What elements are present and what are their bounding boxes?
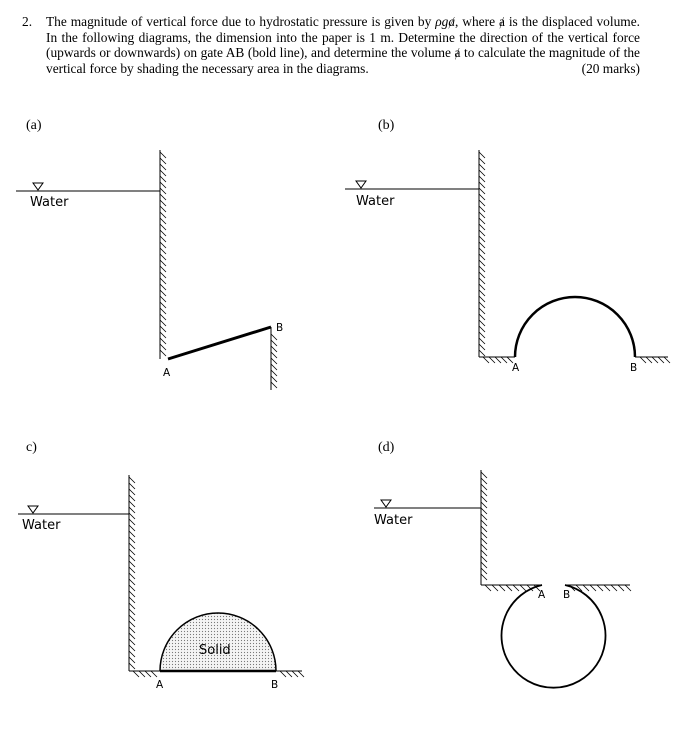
hatch-tick xyxy=(160,206,166,212)
hatch-tick xyxy=(604,585,610,591)
hatch-tick xyxy=(160,308,166,314)
water-surface-symbol xyxy=(356,181,366,188)
hatch-tick xyxy=(492,585,498,591)
hatch-tick xyxy=(160,188,166,194)
hatch-tick xyxy=(479,266,485,272)
hatch-tick xyxy=(271,382,277,388)
hatch-tick xyxy=(506,585,512,591)
hatch-tick xyxy=(481,502,487,508)
hatch-tick xyxy=(129,501,135,507)
hatch-tick xyxy=(479,182,485,188)
hatch-tick xyxy=(129,495,135,501)
diagram-a xyxy=(16,150,277,390)
hatch-tick xyxy=(479,194,485,200)
hatch-tick xyxy=(160,170,166,176)
hatch-tick xyxy=(479,260,485,266)
hatch-tick xyxy=(479,200,485,206)
point-a-label: A xyxy=(538,589,546,601)
hatch-tick xyxy=(618,585,624,591)
diagram-d xyxy=(374,470,631,688)
hatch-tick xyxy=(160,248,166,254)
hatch-tick xyxy=(160,164,166,170)
hatch-tick xyxy=(479,290,485,296)
hatch-tick xyxy=(160,284,166,290)
wall-hatch xyxy=(481,472,487,580)
hatch-tick xyxy=(129,567,135,573)
hatch-tick xyxy=(479,278,485,284)
question-number: 2. xyxy=(22,14,33,29)
hatch-tick xyxy=(133,671,139,677)
hatch-tick xyxy=(479,158,485,164)
wall-hatch xyxy=(160,152,166,356)
hatch-tick xyxy=(160,290,166,296)
water-label: Water xyxy=(30,195,69,210)
hatch-tick xyxy=(646,357,652,363)
diagram-d-label: (d) xyxy=(378,440,395,455)
water-label: Water xyxy=(356,194,395,209)
hatch-tick xyxy=(160,224,166,230)
hatch-tick xyxy=(625,585,631,591)
formula: ρgⱥ xyxy=(435,14,456,29)
point-a-label: A xyxy=(512,362,520,374)
hatch-tick xyxy=(479,236,485,242)
hatch-tick xyxy=(160,182,166,188)
floor-hatch xyxy=(483,357,513,363)
hatch-tick xyxy=(129,507,135,513)
hatch-tick xyxy=(271,376,277,382)
hatch-tick xyxy=(481,538,487,544)
hatch-tick xyxy=(481,478,487,484)
water-surface-symbol xyxy=(28,506,38,513)
hatch-tick xyxy=(479,224,485,230)
hatch-tick xyxy=(481,532,487,538)
hatch-tick xyxy=(129,483,135,489)
hatch-tick xyxy=(160,326,166,332)
hatch-tick xyxy=(481,526,487,532)
hatch-tick xyxy=(479,164,485,170)
hatch-tick xyxy=(286,671,292,677)
volume-symbol-2: ⱥ xyxy=(454,45,461,61)
hatch-tick xyxy=(520,585,526,591)
hatch-tick xyxy=(479,254,485,260)
hatch-tick xyxy=(129,537,135,543)
solid-body xyxy=(160,613,276,671)
hatch-tick xyxy=(129,585,135,591)
diagram-c-label: c) xyxy=(26,440,37,455)
hatch-tick xyxy=(483,357,489,363)
hatch-tick xyxy=(129,633,135,639)
hatch-tick xyxy=(129,573,135,579)
point-b-label: B xyxy=(563,589,571,601)
text-part-3: is the displaced volume. In the following diagrams, the dimension into the paper is 1 m. Determine the direction of the vertical force (upwards or downwards) on gate AB (bold line), and determine the volume xyxy=(46,14,640,61)
hatch-tick xyxy=(481,484,487,490)
hatch-tick xyxy=(160,332,166,338)
hatch-tick xyxy=(160,272,166,278)
hatch-tick xyxy=(160,158,166,164)
hatch-tick xyxy=(160,296,166,302)
hatch-tick xyxy=(479,152,485,158)
hatch-tick xyxy=(481,520,487,526)
hatch-tick xyxy=(129,519,135,525)
hatch-tick xyxy=(129,657,135,663)
diagram-c xyxy=(18,475,304,677)
hatch-tick xyxy=(479,326,485,332)
hatch-tick xyxy=(160,314,166,320)
hatch-tick xyxy=(513,585,519,591)
hatch-tick xyxy=(129,579,135,585)
diagram-b-label: (b) xyxy=(378,118,395,133)
floor-hatch xyxy=(280,671,304,677)
water-surface-symbol xyxy=(381,500,391,507)
solid-label: Solid xyxy=(199,643,231,658)
hatch-tick xyxy=(129,615,135,621)
hatch-tick xyxy=(160,344,166,350)
hatch-tick xyxy=(160,338,166,344)
floor-hatch xyxy=(640,357,670,363)
hatch-tick xyxy=(129,513,135,519)
hatch-tick xyxy=(129,663,135,669)
hatch-tick xyxy=(129,489,135,495)
hatch-tick xyxy=(481,574,487,580)
point-b-label: B xyxy=(630,362,638,374)
hatch-tick xyxy=(160,254,166,260)
water-label: Water xyxy=(374,513,413,528)
hatch-tick xyxy=(479,302,485,308)
hatch-tick xyxy=(479,320,485,326)
floor-hatch xyxy=(133,671,157,677)
hatch-tick xyxy=(129,621,135,627)
hatch-tick xyxy=(271,334,277,340)
point-b-label: B xyxy=(276,322,284,334)
water-label: Water xyxy=(22,518,61,533)
hatch-tick xyxy=(271,370,277,376)
hatch-tick xyxy=(129,603,135,609)
hatch-tick xyxy=(479,272,485,278)
hatch-tick xyxy=(479,188,485,194)
hatch-tick xyxy=(160,242,166,248)
hatch-tick xyxy=(160,212,166,218)
hatch-tick xyxy=(479,284,485,290)
hatch-tick xyxy=(479,212,485,218)
hatch-tick xyxy=(160,152,166,158)
hatch-tick xyxy=(481,508,487,514)
hatch-tick xyxy=(160,230,166,236)
hatch-tick xyxy=(129,591,135,597)
hatch-tick xyxy=(590,585,596,591)
hatch-tick xyxy=(485,585,491,591)
hatch-tick xyxy=(489,357,495,363)
text-part-4: to calculate the magnitude of the vertical force by shading the necessary area in the diagrams. xyxy=(46,45,640,76)
diagram-a-label: (a) xyxy=(26,118,42,133)
wall-hatch xyxy=(271,334,277,388)
hatch-tick xyxy=(481,544,487,550)
diagram-b xyxy=(345,150,670,363)
hatch-tick xyxy=(160,278,166,284)
hatch-tick xyxy=(129,531,135,537)
hatch-tick xyxy=(479,350,485,356)
hatch-tick xyxy=(479,176,485,182)
hatch-tick xyxy=(658,357,664,363)
hatch-tick xyxy=(481,514,487,520)
hatch-tick xyxy=(139,671,145,677)
wall-hatch xyxy=(129,477,135,669)
hatch-tick xyxy=(129,525,135,531)
hatch-tick xyxy=(160,176,166,182)
hatch-tick xyxy=(479,338,485,344)
text-part-1: The magnitude of vertical force due to hydrostatic pressure is given by xyxy=(46,14,436,29)
hatch-tick xyxy=(160,260,166,266)
hatch-tick xyxy=(652,357,658,363)
gate-ab xyxy=(515,297,635,357)
water-surface-symbol xyxy=(33,183,43,190)
hatch-tick xyxy=(298,671,304,677)
hatch-tick xyxy=(479,170,485,176)
hatch-tick xyxy=(129,651,135,657)
point-a-label: A xyxy=(156,679,164,691)
hatch-tick xyxy=(481,556,487,562)
hatch-tick xyxy=(479,218,485,224)
hatch-tick xyxy=(129,627,135,633)
point-a-label: A xyxy=(163,367,171,379)
hatch-tick xyxy=(481,550,487,556)
hatch-tick xyxy=(479,242,485,248)
hatch-tick xyxy=(160,302,166,308)
hatch-tick xyxy=(481,472,487,478)
hatch-tick xyxy=(160,236,166,242)
hatch-tick xyxy=(479,206,485,212)
hatch-tick xyxy=(160,200,166,206)
hatch-tick xyxy=(129,609,135,615)
hatch-tick xyxy=(597,585,603,591)
hatch-tick xyxy=(160,218,166,224)
hatch-tick xyxy=(611,585,617,591)
hatch-tick xyxy=(481,496,487,502)
hatch-tick xyxy=(495,357,501,363)
gate-ab xyxy=(168,327,271,359)
hatch-tick xyxy=(479,230,485,236)
hatch-tick xyxy=(129,555,135,561)
point-b-label: B xyxy=(271,679,279,691)
hatch-tick xyxy=(129,561,135,567)
hatch-tick xyxy=(160,194,166,200)
hatch-tick xyxy=(129,549,135,555)
wall-hatch xyxy=(479,152,485,356)
hatch-tick xyxy=(271,340,277,346)
hatch-tick xyxy=(481,562,487,568)
hatch-tick xyxy=(479,314,485,320)
hatch-tick xyxy=(583,585,589,591)
hatch-tick xyxy=(151,671,157,677)
hatch-tick xyxy=(280,671,286,677)
hatch-tick xyxy=(481,568,487,574)
hatch-tick xyxy=(271,358,277,364)
hatch-tick xyxy=(271,352,277,358)
hatch-tick xyxy=(160,320,166,326)
gate-ab xyxy=(502,585,606,688)
hatch-tick xyxy=(664,357,670,363)
hatch-tick xyxy=(479,332,485,338)
hatch-tick xyxy=(479,308,485,314)
hatch-tick xyxy=(479,344,485,350)
hatch-tick xyxy=(271,364,277,370)
hatch-tick xyxy=(640,357,646,363)
hatch-tick xyxy=(292,671,298,677)
hatch-tick xyxy=(129,639,135,645)
hatch-tick xyxy=(479,248,485,254)
hatch-tick xyxy=(129,597,135,603)
hatch-tick xyxy=(501,357,507,363)
hatch-tick xyxy=(129,477,135,483)
marks: (20 marks) xyxy=(581,60,640,76)
hatch-tick xyxy=(481,490,487,496)
hatch-tick xyxy=(145,671,151,677)
text-part-2: , where xyxy=(455,14,499,29)
hatch-tick xyxy=(271,346,277,352)
hatch-tick xyxy=(129,543,135,549)
hatch-tick xyxy=(479,296,485,302)
hatch-tick xyxy=(160,266,166,272)
hatch-tick xyxy=(129,645,135,651)
volume-symbol: ⱥ xyxy=(498,14,505,29)
hatch-tick xyxy=(499,585,505,591)
hatch-tick xyxy=(160,350,166,356)
